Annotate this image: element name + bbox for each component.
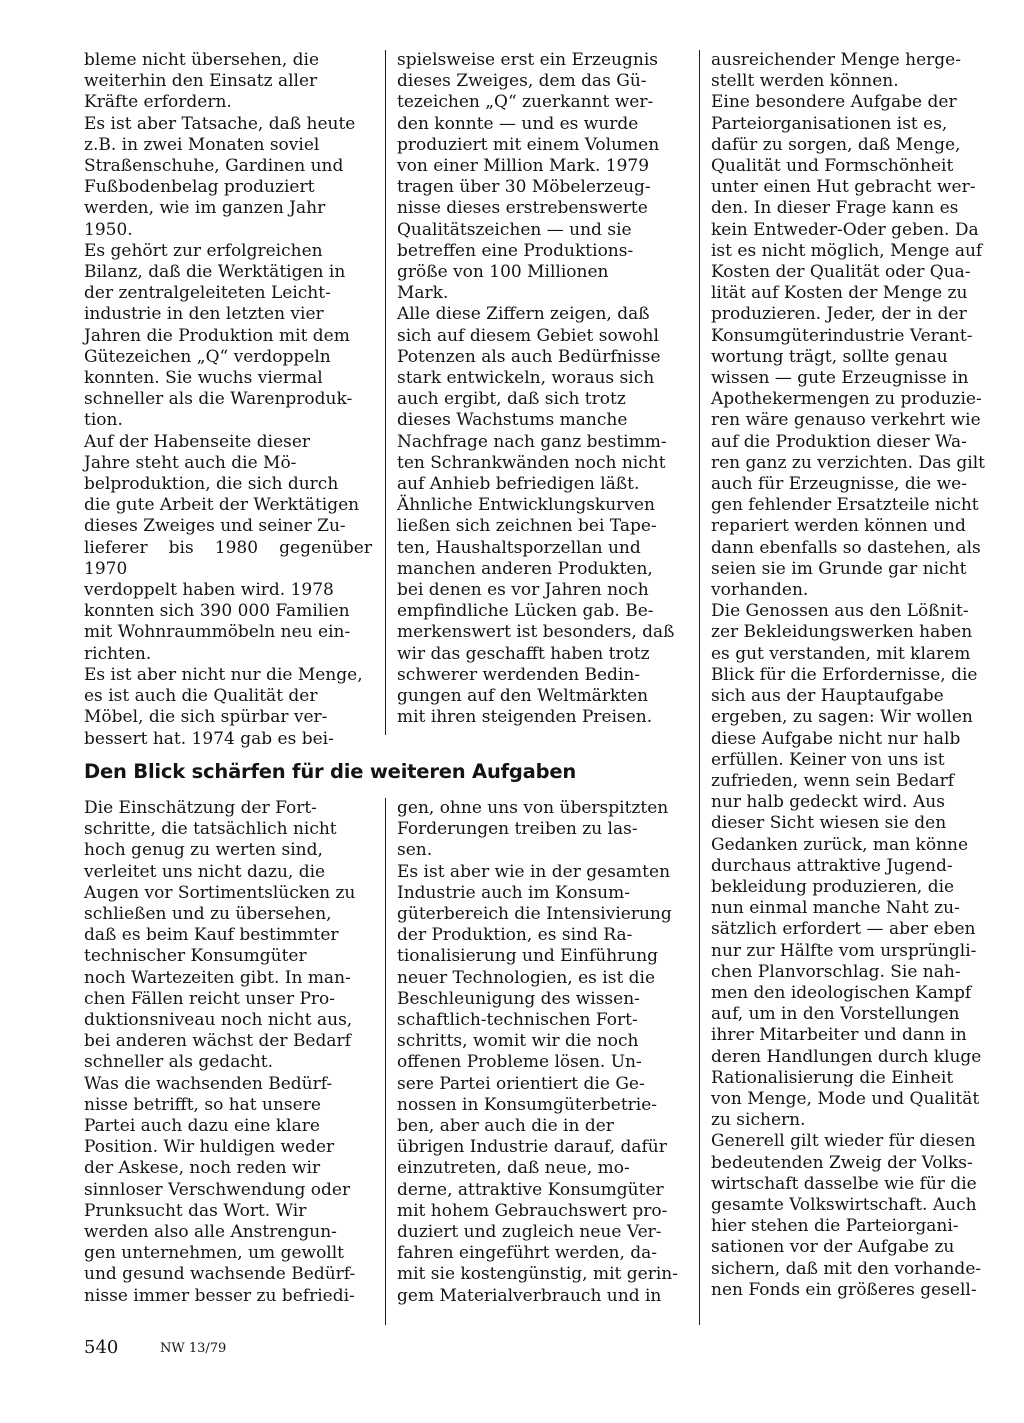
section-heading: Den Blick schärfen für die weiteren Aufgaben: [84, 760, 577, 783]
paragraph: Alle diese Ziffern zeigen, daß sich auf diesem Gebiet sowohl Potenzen als auch Bedürfnisse stark entwickeln, woraus sich auch ergibt, daß sich trotz dieses Wachstums manche Nachfrage nach ganz bestimm- ten Schrankwänden noch nicht auf Anhieb befriedigen läßt.: [397, 304, 667, 495]
paragraph: bleme nicht übersehen, die weiterhin den Einsatz aller Kräfte erfordern.: [84, 50, 320, 113]
paragraph: Generell gilt wieder für diesen bedeutenden Zweig der Volks- wirtschaft dasselbe wie für die gesamte Volkswirtschaft. Auch hier stehen die Parteiorgani- sationen vor der Aufgabe zu sichern, daß mit den vorhande- nen Fonds ein größeres gesell-: [711, 1131, 982, 1300]
article-column-bottom-left: [84, 798, 372, 1307]
paragraph: Eine besondere Aufgabe der Parteiorganisationen ist es, dafür zu sorgen, daß Menge, Qualität und Formschönheit unter einen Hut gebracht wer- den. In dieser Frage kann es kein Entweder-Oder geben. Da ist es nicht möglich, Menge auf Kosten der Qualität oder Qua- lität auf Kosten der Menge zu produzieren. Jeder, der in der Konsumgüterindustrie Verant- wortung trägt, sollte genau wissen — gute Erzeugnisse in Apothekermengen zu produzie- ren wäre genauso verkehrt wie auf die Produktion dieser Wa- ren ganz zu verzichten. Das gilt auch für Erzeugnisse, die we- gen fehlender Ersatzteile nicht repariert werden können und dann ebenfalls so dastehen, als seien sie im Grunde gar nicht vorhanden.: [711, 92, 985, 601]
paragraph: Es ist aber Tatsache, daß heute z.B. in zwei Monaten soviel Straßenschuhe, Gardinen und Fußbodenbelag produziert werden, wie im ganzen Jahr 1950.: [84, 113, 356, 240]
paragraph: Was die wachsenden Bedürf- nisse betrifft, so hat unsere Partei auch dazu eine klare Position. Wir huldigen weder der Askese, noch reden wir sinnloser Verschwendung oder Prunksucht das Wort. Wir werden also alle Anstrengun- gen unternehmen, um gewollt und gesund wachsende Bedürf- nisse immer besser zu befriedi-: [84, 1073, 356, 1306]
article-column-right: [711, 50, 1000, 1301]
column-divider: [699, 50, 700, 1325]
paragraph: ausreichender Menge herge- stellt werden können.: [711, 50, 961, 92]
issue-label: NW 13/79: [160, 1341, 227, 1356]
paragraph: Es ist aber wie in der gesamten Industrie auch im Konsum- güterbereich die Intensivierung der Produktion, es sind Ra- tionalisierung und Einführung neuer Technologien, es ist die Beschleunigung des wissen- schaftlich-technischen Fort- schritts, womit wir die noch offenen Probleme lösen. Un- sere Partei orientiert die Ge- nossen in Konsumgüterbetrie- ben, aber auch die in der übrigen Industrie darauf, dafür einzutreten, daß neue, mo- derne, attraktive Konsumgüter mit hohem Gebrauchswert pro- duziert und zugleich neue Ver- fahren eingeführt werden, da- mit sie kostengünstig, mit gerin- gem Materialverbrauch und in: [397, 861, 678, 1306]
page-number: 540: [84, 1337, 119, 1358]
column-divider: [385, 798, 386, 1325]
paragraph: Es gehört zur erfolgreichen Bilanz, daß die Werktätigen in der zentralgeleiteten Leicht- industrie in den letzten vier Jahren die Produktion mit dem Gütezeichen „Q“ verdoppeln konnten. Sie wuchs viermal schneller als die Warenproduk- tion.: [84, 240, 353, 431]
paragraph: Die Genossen aus den Lößnit- zer Bekleidungswerken haben es gut verstanden, mit klarem Blick für die Erfordernisse, die sich aus der Hauptaufgabe ergeben, zu sagen: Wir wollen diese Aufgabe nicht nur halb erfüllen. Keiner von uns ist zufrieden, wenn sein Bedarf nur halb gedeckt wird. Aus dieser Sicht wiesen sie den Gedanken zurück, man könne durchaus attraktive Jugend- bekleidung produzieren, die nun einmal manche Naht zu- sätzlich erfordert — aber eben nur zur Hälfte vom ursprüngli- chen Planvorschlag. Sie nah- men den ideologischen Kampf auf, um in den Vorstellungen ihrer Mitarbeiter und dann in deren Handlungen durch kluge Rationalisierung die Einheit von Menge, Mode und Qualität zu sichern.: [711, 601, 982, 1131]
article-column-top-left: [84, 50, 372, 750]
paragraph: Ähnliche Entwicklungskurven ließen sich zeichnen bei Tape- ten, Haushaltsporzellan und manchen anderen Produkten, bei denen es vor Jahren noch empfindliche Lücken gab. Be- merkenswert ist besonders, daß wir das geschafft haben trotz schwerer werdenden Bedin- gungen auf den Weltmärkten mit ihren steigenden Preisen.: [397, 495, 675, 728]
paragraph: gen, ohne uns von überspitzten Forderungen treiben zu las- sen.: [397, 798, 669, 861]
paragraph: Die Einschätzung der Fort- schritte, die tatsächlich nicht hoch genug zu werten sind, verleitet uns nicht dazu, die Augen vor Sortimentslücken zu schließen und zu übersehen, daß es beim Kauf bestimmter technischer Konsumgüter noch Wartezeiten gibt. In man- chen Fällen reicht unser Pro- duktionsniveau noch nicht aus, bei anderen wächst der Bedarf schneller als gedacht.: [84, 798, 356, 1073]
article-column-bottom-middle: [397, 798, 686, 1307]
paragraph: Es ist aber nicht nur die Menge, es ist auch die Qualität der Möbel, die sich spürbar ver- bessert hat. 1974 gab es bei-: [84, 664, 363, 749]
paragraph: spielsweise erst ein Erzeugnis dieses Zweiges, dem das Gü- tezeichen „Q“ zuerkannt wer- den konnte — und es wurde produziert mit einem Volumen von einer Million Mark. 1979 tragen über 30 Möbelerzeug- nisse dieses erstrebenswerte Qualitätszeichen — und sie betreffen eine Produktions- größe von 100 Millionen Mark.: [397, 50, 660, 304]
column-divider: [385, 50, 386, 735]
article-column-top-middle: [397, 50, 686, 729]
paragraph: Auf der Habenseite dieser Jahre steht auch die Mö- belproduktion, die sich durch die gute Arbeit der Werktätigen dieses Zweiges und seiner Zu- lieferer bis 1980 gegenüber 1970 verdoppelt haben wird. 1978 konnten sich 390 000 Familien mit Wohnraummöbeln neu ein- richten.: [84, 431, 372, 664]
